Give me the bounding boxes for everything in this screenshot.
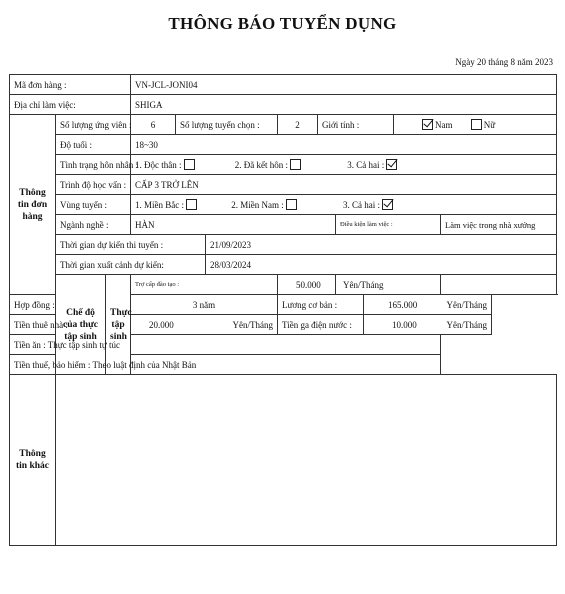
order-info-section-label: Thông tin đơn hàng xyxy=(10,115,56,295)
contract-value: 3 năm xyxy=(131,295,278,315)
marital-option-2: 2. Đã kết hôn : xyxy=(234,160,289,170)
work-location-value: SHIGA xyxy=(131,95,557,115)
document-date: Ngày 20 tháng 8 năm 2023 xyxy=(455,57,553,67)
marital-options xyxy=(131,155,557,175)
policy-sub-label: Thực tập sinh xyxy=(106,275,131,375)
food-text: Tiền ăn : Thực tập sinh tự túc xyxy=(10,335,441,355)
region-south-checkbox[interactable] xyxy=(286,199,297,210)
education-value: CẤP 3 TRỞ LÊN xyxy=(131,175,557,195)
rent-cell xyxy=(131,315,278,335)
industry-value: HÀN xyxy=(131,215,336,235)
rent-label: Tiền thuê nhà : xyxy=(10,315,106,335)
order-code-row xyxy=(10,75,557,95)
region-option-2: 2. Miền Nam : xyxy=(231,200,284,210)
allowance-unit: Yên/Tháng xyxy=(343,279,384,290)
order-code-value: VN-JCL-JONI04 xyxy=(131,75,557,95)
exam-date-label: Thời gian dự kiến thi tuyển : xyxy=(56,235,206,255)
departure-date-value: 28/03/2024 xyxy=(206,255,557,275)
recruitment-form xyxy=(9,74,557,546)
age-label: Độ tuổi : xyxy=(56,135,131,155)
work-location-row xyxy=(10,95,557,115)
salary-value: 165.000 xyxy=(388,299,418,310)
region-both-checkbox[interactable] xyxy=(382,199,393,210)
utilities-unit: Yên/Tháng xyxy=(446,319,488,330)
marital-married-checkbox[interactable] xyxy=(290,159,301,170)
conditions-label: Điều kiện làm việc : xyxy=(336,215,441,235)
industry-label: Ngành nghề : xyxy=(56,215,131,235)
region-north-checkbox[interactable] xyxy=(186,199,197,210)
gender-male-checkbox[interactable] xyxy=(422,119,433,130)
salary-cell xyxy=(364,295,492,315)
allowance-label: Trợ cấp đào tạo : xyxy=(131,275,278,295)
allowance-value: 50.000 xyxy=(296,279,321,290)
policy-section-label: Chế độ của thực tập sinh xyxy=(56,275,106,375)
marital-single-checkbox[interactable] xyxy=(184,159,195,170)
selected-label: Số lượng tuyển chọn : xyxy=(176,115,278,135)
region-options xyxy=(131,195,557,215)
departure-date-label: Thời gian xuất cảnh dự kiến: xyxy=(56,255,206,275)
utilities-value: 10.000 xyxy=(392,319,417,330)
exam-date-value: 21/09/2023 xyxy=(206,235,557,255)
rent-unit: Yên/Tháng xyxy=(232,319,274,330)
gender-female-label: Nữ xyxy=(483,120,496,130)
utilities-cell xyxy=(364,315,492,335)
region-option-1: 1. Miền Bắc : xyxy=(135,200,185,210)
order-code-label: Mã đơn hàng : xyxy=(10,75,131,95)
gender-male-label: Nam xyxy=(435,120,453,130)
gender-female-checkbox[interactable] xyxy=(471,119,482,130)
gender-options xyxy=(394,115,557,135)
tax-text: Tiền thuế, bảo hiểm : Theo luật định của Nhật Bản xyxy=(10,355,441,375)
contract-label: Hợp đồng : xyxy=(10,295,106,315)
education-label: Trình độ học vấn : xyxy=(56,175,131,195)
conditions-value: Làm việc trong nhà xưởng xyxy=(441,215,557,235)
page-title: THÔNG BÁO TUYỂN DỤNG xyxy=(168,14,397,33)
region-option-3: 3. Cả hai : xyxy=(343,200,381,210)
applicants-label: Số lượng ứng viên : xyxy=(56,115,131,135)
selected-value: 2 xyxy=(278,115,318,135)
marital-option-3: 3. Cả hai : xyxy=(347,160,385,170)
allowance-cell xyxy=(278,275,384,295)
marital-option-1: 1. Độc thân : xyxy=(135,160,182,170)
work-location-label: Địa chỉ làm việc: xyxy=(10,95,131,115)
rent-value: 20.000 xyxy=(149,319,174,330)
marital-label: Tình trạng hôn nhân : xyxy=(56,155,131,175)
salary-label: Lương cơ bản : xyxy=(278,295,364,315)
other-section-label: Thông tin khác xyxy=(10,375,56,546)
other-content xyxy=(56,375,557,546)
utilities-label: Tiền ga điện nước : xyxy=(278,315,364,335)
marital-both-checkbox[interactable] xyxy=(386,159,397,170)
salary-unit: Yên/Tháng xyxy=(446,299,488,310)
gender-label: Giới tính : xyxy=(318,115,394,135)
region-label: Vùng tuyển : xyxy=(56,195,131,215)
age-value: 18~30 xyxy=(131,135,557,155)
applicants-value: 6 xyxy=(131,115,176,135)
